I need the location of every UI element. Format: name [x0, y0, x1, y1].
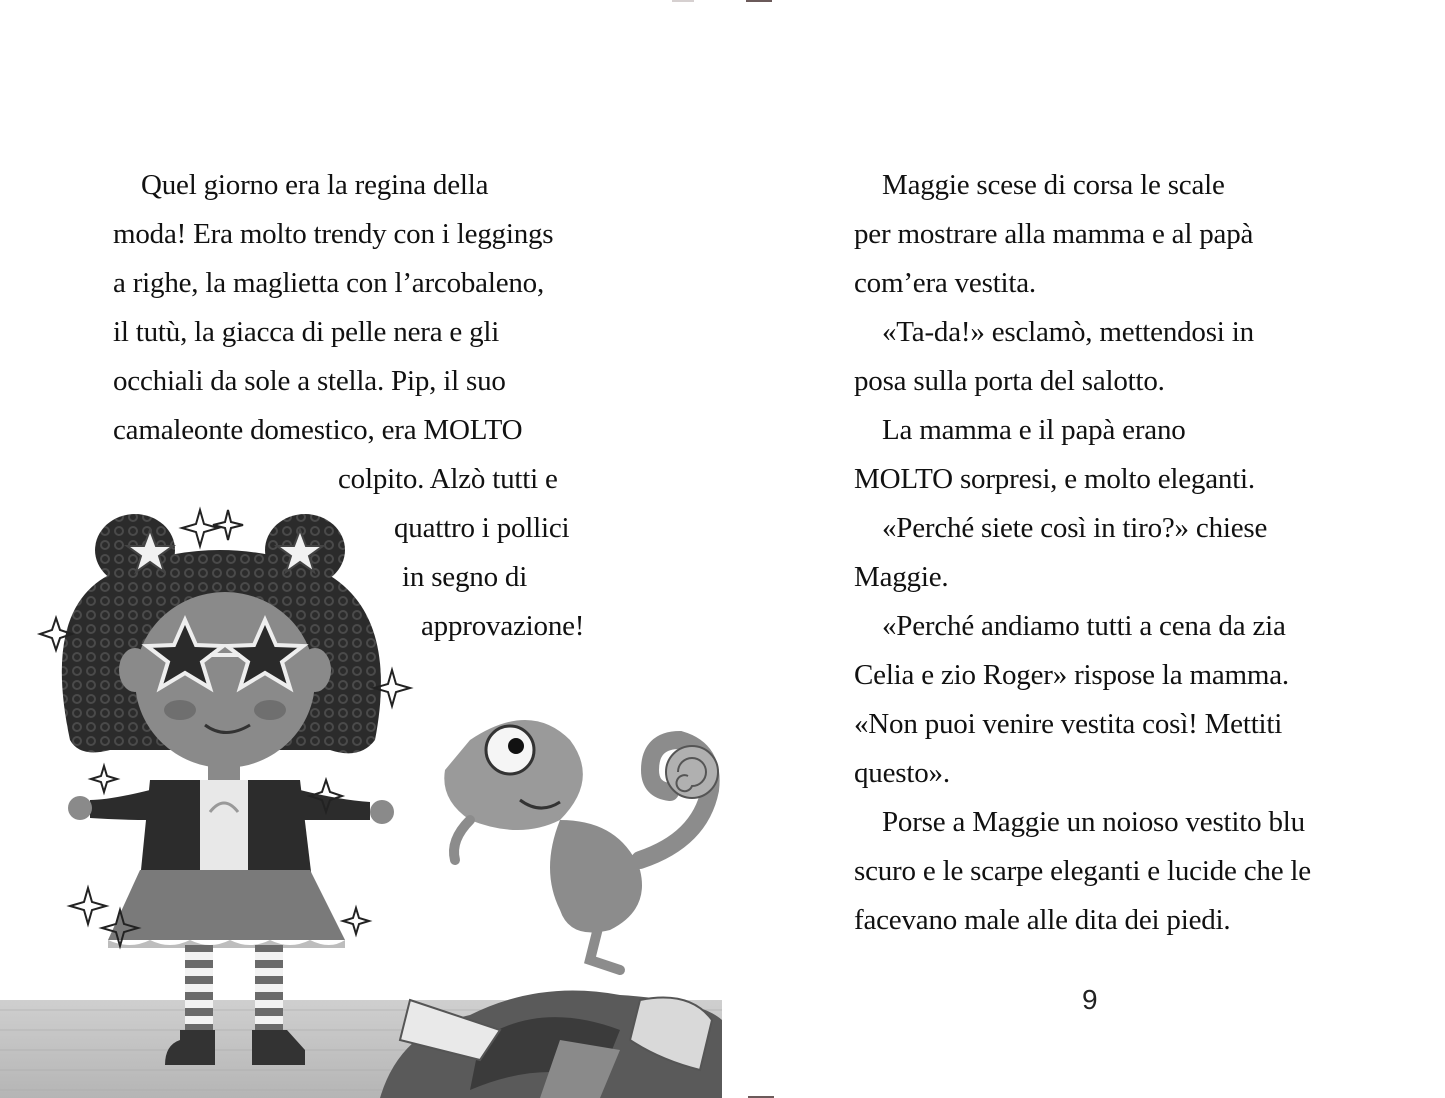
text-line: camaleonte domestico, era MOLTO: [113, 414, 523, 446]
text-line: moda! Era molto trendy con i leggings: [113, 218, 554, 250]
text-line: Porse a Maggie un noioso vestito blu: [882, 806, 1305, 838]
text-line: approvazione!: [421, 610, 585, 642]
text-line: posa sulla porta del salotto.: [854, 365, 1165, 397]
text-line: occhiali da sole a stella. Pip, il suo: [113, 365, 506, 397]
text-line: MOLTO sorpresi, e molto eleganti.: [854, 463, 1255, 495]
text-line: questo».: [854, 757, 950, 789]
text-line: facevano male alle dita dei piedi.: [854, 904, 1231, 936]
left-page: [0, 0, 722, 1098]
text-line: il tutù, la giacca di pelle nera e gli: [113, 316, 500, 348]
page-number: 9: [1082, 984, 1098, 1015]
story-illustration: [0, 440, 722, 1098]
text-line: Celia e zio Roger» rispose la mamma.: [854, 659, 1289, 691]
text-line: com’era vestita.: [854, 267, 1036, 299]
clothes-pile-icon: [380, 991, 722, 1098]
text-line: scuro e le scarpe eleganti e lucide che le: [854, 855, 1311, 887]
text-line: «Ta-da!» esclamò, mettendosi in: [882, 316, 1254, 348]
text-line: La mamma e il papà erano: [882, 414, 1186, 446]
text-line: colpito. Alzò tutti e: [338, 463, 558, 495]
text-line: per mostrare alla mamma e al papà: [854, 218, 1254, 250]
text-line: «Perché siete così in tiro?» chiese: [882, 512, 1268, 544]
right-page: [722, 0, 1445, 1098]
text-line: a righe, la maglietta con l’arcobaleno,: [113, 267, 545, 299]
text-line: Maggie scese di corsa le scale: [882, 169, 1225, 201]
text-line: quattro i pollici: [394, 512, 570, 544]
text-line: «Perché andiamo tutti a cena da zia: [882, 610, 1286, 642]
text-line: in segno di: [402, 561, 528, 593]
text-line: «Non puoi venire vestita così! Mettiti: [854, 708, 1283, 740]
text-line: Maggie.: [854, 561, 949, 593]
text-line: Quel giorno era la regina della: [141, 169, 489, 201]
